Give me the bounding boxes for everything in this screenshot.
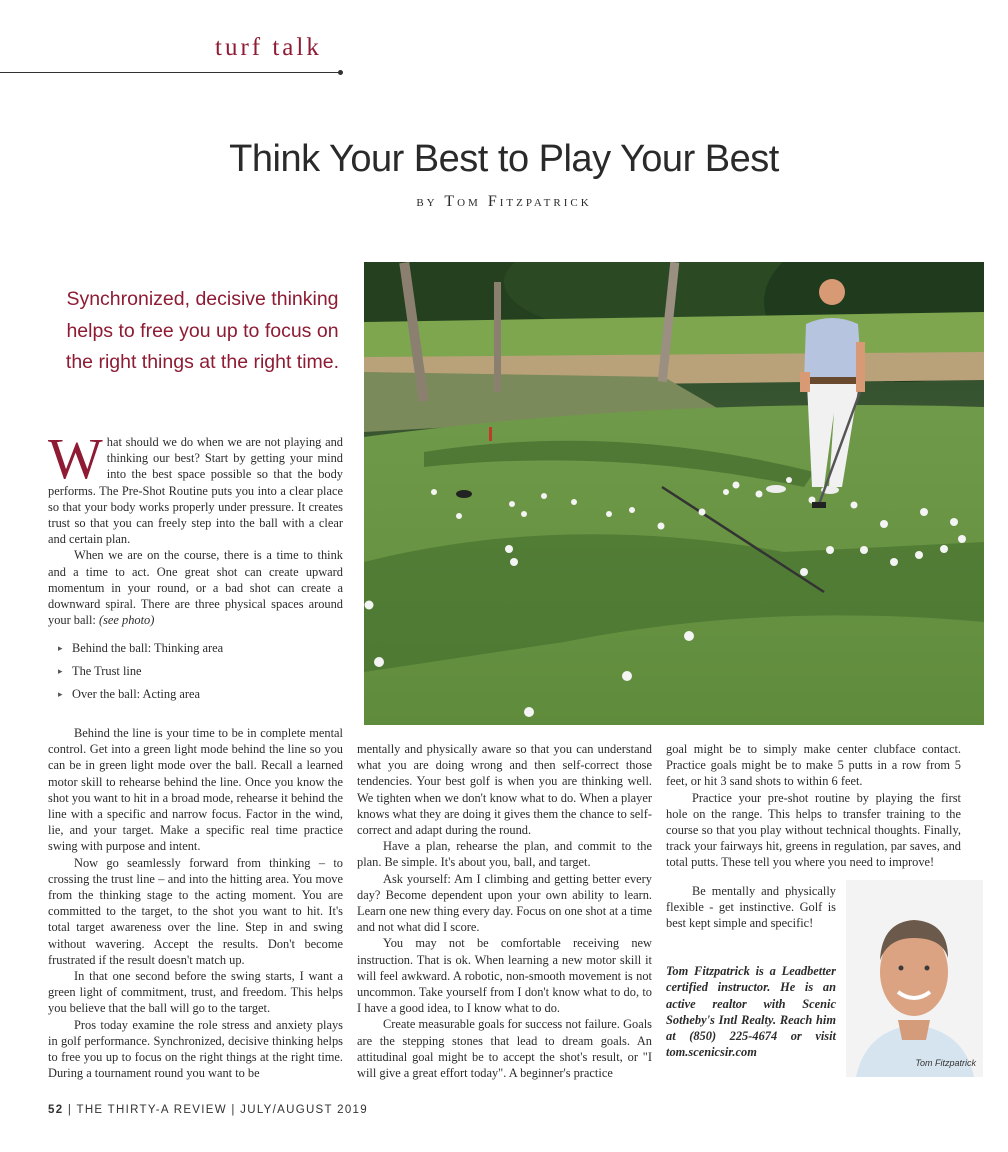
article-column-3-end bbox=[666, 883, 836, 932]
body-paragraph: mentally and physically aware so that you can understand what you are doing wrong and then self-correct those tendencies. Your best golf is when you are thinking well. We tighten when we don't know what to do. When a player knows what they are doing it gives them the chance to self-correct and adapt during the round. bbox=[357, 742, 652, 838]
publication-name: THE THIRTY-A REVIEW bbox=[76, 1104, 227, 1116]
golf-putting-drill-photo bbox=[364, 262, 984, 725]
body-paragraph: Ask yourself: Am I climbing and getting better every day? Become dependent upon your own ability to learn. Learn one new thing every day. Focus on one shot at a time and not what did I score. bbox=[357, 871, 652, 935]
drop-cap: W bbox=[48, 426, 103, 491]
body-paragraph: In that one second before the swing starts, I want a green light of commitment, trust, and freedom. This helps you believe that the ball will go to the target. bbox=[48, 969, 343, 1016]
body-paragraph: Create measurable goals for success not failure. Goals are the stepping stones that lead to dream goals. An attitudinal goal might be to accept the shot's result, or "I will give a great effort today". A beginner's practice bbox=[357, 1017, 652, 1081]
page-footer bbox=[48, 1104, 368, 1116]
author-bio: Tom Fitzpatrick is a Leadbetter certified instructor. He is an active realtor with Scenic Sotheby's Intl Realty. Reach him at (850) 225-4674 or visit tom.scenicsir.com bbox=[666, 964, 836, 1060]
body-paragraph: Now go seamlessly forward from thinking – to crossing the trust line – and into the hitting area. You move from the thinking stage to the acting moment. You are committed to the target, to the shot you want to hit. It's total target awareness over the line. Step in and swing without wavering. Accept the results. Don't become frustrated if the result doesn't match up. bbox=[48, 855, 343, 967]
article-column-1-lower bbox=[48, 725, 343, 1081]
author-headshot bbox=[846, 880, 983, 1077]
header-divider-dot bbox=[338, 70, 343, 75]
body-paragraph: goal might be to simply make center clubface contact. Practice goals might be to make 5 putts in a row from 5 feet, or hit 3 sand shots to within 6 feet. bbox=[666, 742, 961, 789]
headshot-caption: Tom Fitzpatrick bbox=[915, 1058, 976, 1068]
pull-quote: Synchronized, decisive thinking helps to free you up to focus on the right things at the right time. bbox=[65, 288, 340, 373]
page-number: 52 bbox=[48, 1104, 64, 1116]
body-paragraph: Practice your pre-shot routine by playing the first hole on the range. This helps to transfer training to the course so that you play without technical thoughts. Finally, track your fairways hit, greens in regulation, par saves, and total putts. These tell you where you need to improve! bbox=[666, 790, 961, 870]
list-item: ▸ Behind the ball: Thinking area bbox=[72, 640, 343, 656]
footer-separator: | bbox=[67, 1104, 73, 1116]
body-paragraph: Pros today examine the role stress and anxiety plays in golf performance. Synchronized, decisive thinking helps to free you up to focus on the right things at the right time. During a tournament round you want to be bbox=[48, 1017, 343, 1081]
article-column-2 bbox=[357, 741, 652, 1081]
ball-spaces-list bbox=[48, 640, 343, 702]
body-paragraph: Behind the line is your time to be in complete mental control. Get into a green light mode behind the line so you can be in green light mode over the ball. Recall a learned motor skill to rehearse behind the line. Once you know the shot you want to hit in a broad mode, rehearse it behind the line with a specific and narrow focus. Factor in the wind, lie, and your target. Make a specific real time practice swing with purpose and intent. bbox=[48, 726, 343, 854]
article-column-1-upper bbox=[48, 426, 343, 714]
article-byline: by Tom Fitzpatrick bbox=[416, 193, 592, 210]
footer-separator: | bbox=[231, 1104, 236, 1116]
body-paragraph: When we are on the course, there is a time to think and a time to act. One great shot can create upward momentum in your round, or a bad shot can create a downward spiral. There are three physical spaces around your ball: (see photo) bbox=[48, 548, 343, 628]
body-paragraph: You may not be comfortable receiving new instruction. That is ok. When learning a new motor skill it will feel awkward. A robotic, non-smooth movement is not uncommon. Take yourself from I don't know what to do, to I have a good idea, to I know what to do. bbox=[357, 936, 652, 1016]
intro-paragraph: What should we do when we are not playing and thinking our best? Start by getting your mind into the best space possible so that the body performs. The Pre-Shot Routine puts you into a clear place so that your body works properly under pressure. It creates trust so that you can freely step into the ball with a clear and certain plan. bbox=[48, 426, 343, 547]
article-title: Think Your Best to Play Your Best bbox=[229, 138, 779, 180]
photo-reference-note: (see photo) bbox=[98, 613, 155, 628]
body-paragraph: Have a plan, rehearse the plan, and commit to the plan. Be simple. It's about you, ball, and target. bbox=[357, 839, 652, 870]
article-column-3 bbox=[666, 741, 961, 871]
list-item: ▸ Over the ball: Acting area bbox=[72, 686, 343, 702]
header-divider bbox=[0, 72, 340, 73]
issue-date: JULY/AUGUST 2019 bbox=[240, 1104, 368, 1116]
body-paragraph: Be mentally and physically flexible - get instinctive. Golf is best kept simple and specific! bbox=[666, 884, 836, 931]
section-label: turf talk bbox=[215, 34, 322, 61]
list-item: ▸ The Trust line bbox=[72, 663, 343, 679]
